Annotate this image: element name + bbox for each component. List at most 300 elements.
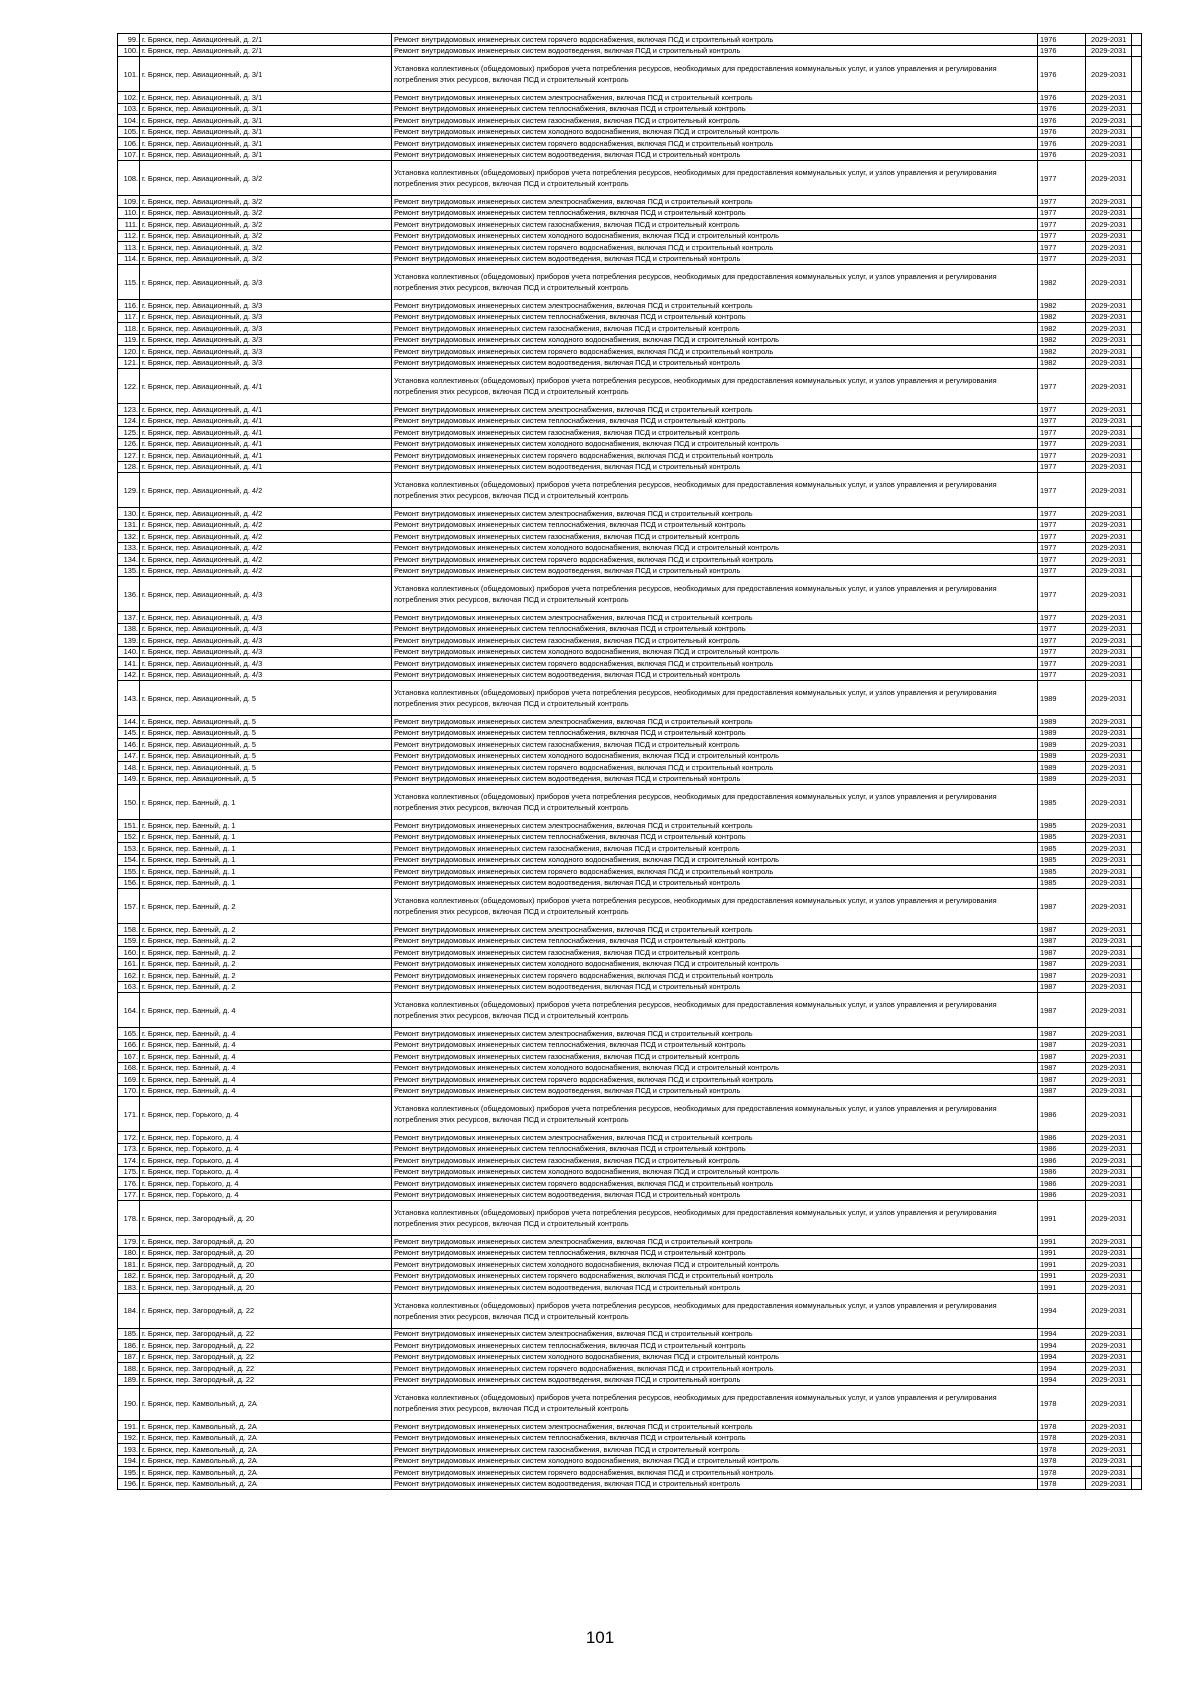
row-year: 1977 [1038, 473, 1086, 508]
row-period: 2029-2031 [1086, 1039, 1132, 1051]
row-period: 2029-2031 [1086, 438, 1132, 450]
table-row [118, 450, 1142, 462]
table-row [118, 1259, 1142, 1271]
row-period: 2029-2031 [1086, 877, 1132, 889]
table-row [118, 311, 1142, 323]
row-year: 1991 [1038, 1201, 1086, 1236]
row-blank-cell [1132, 1201, 1142, 1236]
table-row [118, 57, 1142, 92]
row-work-type: Ремонт внутридомовых инженерных систем газоснабжения, включая ПСД и строительный контроль [392, 1444, 1038, 1456]
row-year: 1982 [1038, 300, 1086, 312]
row-work-type: Установка коллективных (общедомовых) приборов учета потребления ресурсов, необходимых для предоставления коммунальных услуг, и узлов управления и регулирования потребления этих ресурсов, включая ПСД и строительный контроль [392, 681, 1038, 716]
row-work-type: Ремонт внутридомовых инженерных систем горячего водоснабжения, включая ПСД и строительный контроль [392, 346, 1038, 358]
row-period: 2029-2031 [1086, 1143, 1132, 1155]
row-work-type: Ремонт внутридомовых инженерных систем горячего водоснабжения, включая ПСД и строительный контроль [392, 762, 1038, 774]
row-work-type: Ремонт внутридомовых инженерных систем водоотведения, включая ПСД и строительный контроль [392, 773, 1038, 785]
row-year: 1985 [1038, 854, 1086, 866]
table-row [118, 1293, 1142, 1328]
row-work-type: Ремонт внутридомовых инженерных систем теплоснабжения, включая ПСД и строительный контроль [392, 935, 1038, 947]
row-address: г. Брянск, пер. Банный, д. 1 [140, 866, 392, 878]
table-row [118, 669, 1142, 681]
row-year: 1989 [1038, 773, 1086, 785]
row-period: 2029-2031 [1086, 311, 1132, 323]
row-number: 124. [118, 415, 140, 427]
row-number: 105. [118, 126, 140, 138]
row-blank-cell [1132, 115, 1142, 127]
row-number: 172. [118, 1132, 140, 1144]
row-address: г. Брянск, пер. Авиационный, д. 3/2 [140, 242, 392, 254]
row-year: 1991 [1038, 1247, 1086, 1259]
row-period: 2029-2031 [1086, 577, 1132, 612]
row-number: 149. [118, 773, 140, 785]
row-period: 2029-2031 [1086, 750, 1132, 762]
row-address: г. Брянск, пер. Авиационный, д. 3/3 [140, 334, 392, 346]
row-address: г. Брянск, пер. Авиационный, д. 3/1 [140, 92, 392, 104]
row-period: 2029-2031 [1086, 1189, 1132, 1201]
row-blank-cell [1132, 716, 1142, 728]
row-period: 2029-2031 [1086, 1178, 1132, 1190]
table-row [118, 658, 1142, 670]
row-blank-cell [1132, 196, 1142, 208]
row-year: 1977 [1038, 404, 1086, 416]
row-year: 1978 [1038, 1467, 1086, 1479]
row-number: 192. [118, 1432, 140, 1444]
row-period: 2029-2031 [1086, 300, 1132, 312]
row-blank-cell [1132, 149, 1142, 161]
row-number: 119. [118, 334, 140, 346]
row-number: 141. [118, 658, 140, 670]
row-work-type: Ремонт внутридомовых инженерных систем водоотведения, включая ПСД и строительный контроль [392, 669, 1038, 681]
row-year: 1991 [1038, 1270, 1086, 1282]
row-address: г. Брянск, пер. Загородный, д. 20 [140, 1247, 392, 1259]
row-work-type: Ремонт внутридомовых инженерных систем горячего водоснабжения, включая ПСД и строительный контроль [392, 242, 1038, 254]
row-work-type: Ремонт внутридомовых инженерных систем горячего водоснабжения, включая ПСД и строительный контроль [392, 138, 1038, 150]
row-address: г. Брянск, пер. Авиационный, д. 4/3 [140, 669, 392, 681]
row-year: 1987 [1038, 947, 1086, 959]
row-period: 2029-2031 [1086, 346, 1132, 358]
row-address: г. Брянск, пер. Авиационный, д. 5 [140, 727, 392, 739]
row-blank-cell [1132, 924, 1142, 936]
row-address: г. Брянск, пер. Загородный, д. 22 [140, 1293, 392, 1328]
row-number: 104. [118, 115, 140, 127]
table-row [118, 1189, 1142, 1201]
row-blank-cell [1132, 1259, 1142, 1271]
row-work-type: Ремонт внутридомовых инженерных систем электроснабжения, включая ПСД и строительный контроль [392, 1132, 1038, 1144]
table-row [118, 612, 1142, 624]
row-address: г. Брянск, пер. Банный, д. 4 [140, 1074, 392, 1086]
row-address: г. Брянск, пер. Банный, д. 4 [140, 1051, 392, 1063]
row-work-type: Ремонт внутридомовых инженерных систем водоотведения, включая ПСД и строительный контроль [392, 461, 1038, 473]
row-blank-cell [1132, 1039, 1142, 1051]
row-work-type: Ремонт внутридомовых инженерных систем электроснабжения, включая ПСД и строительный контроль [392, 1328, 1038, 1340]
row-year: 1987 [1038, 970, 1086, 982]
row-work-type: Ремонт внутридомовых инженерных систем холодного водоснабжения, включая ПСД и строительный контроль [392, 958, 1038, 970]
row-period: 2029-2031 [1086, 1097, 1132, 1132]
row-work-type: Установка коллективных (общедомовых) приборов учета потребления ресурсов, необходимых для предоставления коммунальных услуг, и узлов управления и регулирования потребления этих ресурсов, включая ПСД и строительный контроль [392, 1201, 1038, 1236]
row-number: 133. [118, 542, 140, 554]
row-period: 2029-2031 [1086, 542, 1132, 554]
row-blank-cell [1132, 958, 1142, 970]
row-number: 134. [118, 554, 140, 566]
row-period: 2029-2031 [1086, 958, 1132, 970]
row-blank-cell [1132, 1282, 1142, 1294]
row-work-type: Ремонт внутридомовых инженерных систем электроснабжения, включая ПСД и строительный контроль [392, 1421, 1038, 1433]
table-row [118, 1328, 1142, 1340]
table-row [118, 115, 1142, 127]
row-year: 1978 [1038, 1478, 1086, 1490]
row-blank-cell [1132, 1444, 1142, 1456]
row-work-type: Ремонт внутридомовых инженерных систем электроснабжения, включая ПСД и строительный контроль [392, 404, 1038, 416]
row-year: 1985 [1038, 785, 1086, 820]
row-work-type: Ремонт внутридомовых инженерных систем горячего водоснабжения, включая ПСД и строительный контроль [392, 450, 1038, 462]
row-work-type: Установка коллективных (общедомовых) приборов учета потребления ресурсов, необходимых для предоставления коммунальных услуг, и узлов управления и регулирования потребления этих ресурсов, включая ПСД и строительный контроль [392, 889, 1038, 924]
row-blank-cell [1132, 1132, 1142, 1144]
row-address: г. Брянск, пер. Загородный, д. 20 [140, 1270, 392, 1282]
row-address: г. Брянск, пер. Авиационный, д. 3/1 [140, 138, 392, 150]
row-number: 193. [118, 1444, 140, 1456]
row-address: г. Брянск, пер. Авиационный, д. 3/2 [140, 161, 392, 196]
row-period: 2029-2031 [1086, 404, 1132, 416]
row-number: 138. [118, 623, 140, 635]
row-year: 1985 [1038, 877, 1086, 889]
row-work-type: Ремонт внутридомовых инженерных систем горячего водоснабжения, включая ПСД и строительный контроль [392, 658, 1038, 670]
table-row [118, 773, 1142, 785]
row-year: 1976 [1038, 138, 1086, 150]
row-number: 132. [118, 531, 140, 543]
row-period: 2029-2031 [1086, 1293, 1132, 1328]
table-row [118, 854, 1142, 866]
row-address: г. Брянск, пер. Авиационный, д. 5 [140, 773, 392, 785]
table-row [118, 196, 1142, 208]
row-year: 1985 [1038, 866, 1086, 878]
row-work-type: Ремонт внутридомовых инженерных систем холодного водоснабжения, включая ПСД и строительный контроль [392, 750, 1038, 762]
table-row [118, 947, 1142, 959]
row-work-type: Ремонт внутридомовых инженерных систем теплоснабжения, включая ПСД и строительный контроль [392, 207, 1038, 219]
row-address: г. Брянск, пер. Авиационный, д. 5 [140, 681, 392, 716]
table-row [118, 1374, 1142, 1386]
row-address: г. Брянск, пер. Горького, д. 4 [140, 1166, 392, 1178]
row-address: г. Брянск, пер. Авиационный, д. 5 [140, 739, 392, 751]
row-number: 122. [118, 369, 140, 404]
row-blank-cell [1132, 935, 1142, 947]
table-row [118, 1178, 1142, 1190]
row-work-type: Ремонт внутридомовых инженерных систем водоотведения, включая ПСД и строительный контроль [392, 1478, 1038, 1490]
row-blank-cell [1132, 1455, 1142, 1467]
row-work-type: Ремонт внутридомовых инженерных систем холодного водоснабжения, включая ПСД и строительный контроль [392, 1351, 1038, 1363]
table-row [118, 1143, 1142, 1155]
row-period: 2029-2031 [1086, 1085, 1132, 1097]
row-year: 1977 [1038, 415, 1086, 427]
row-blank-cell [1132, 334, 1142, 346]
row-address: г. Брянск, пер. Авиационный, д. 3/3 [140, 265, 392, 300]
table-row [118, 438, 1142, 450]
row-work-type: Ремонт внутридомовых инженерных систем холодного водоснабжения, включая ПСД и строительный контроль [392, 1166, 1038, 1178]
table-row [118, 1132, 1142, 1144]
row-number: 100. [118, 45, 140, 57]
row-address: г. Брянск, пер. Камвольный, д. 2А [140, 1432, 392, 1444]
row-blank-cell [1132, 981, 1142, 993]
row-blank-cell [1132, 242, 1142, 254]
row-blank-cell [1132, 1363, 1142, 1375]
row-year: 1976 [1038, 45, 1086, 57]
row-work-type: Ремонт внутридомовых инженерных систем водоотведения, включая ПСД и строительный контроль [392, 1189, 1038, 1201]
row-period: 2029-2031 [1086, 1259, 1132, 1271]
table-row [118, 357, 1142, 369]
table-row [118, 739, 1142, 751]
row-number: 166. [118, 1039, 140, 1051]
row-number: 150. [118, 785, 140, 820]
row-number: 183. [118, 1282, 140, 1294]
row-number: 151. [118, 820, 140, 832]
row-number: 129. [118, 473, 140, 508]
row-year: 1987 [1038, 1051, 1086, 1063]
row-number: 142. [118, 669, 140, 681]
row-address: г. Брянск, пер. Авиационный, д. 4/3 [140, 623, 392, 635]
row-period: 2029-2031 [1086, 1236, 1132, 1248]
table-row [118, 1097, 1142, 1132]
row-number: 188. [118, 1363, 140, 1375]
row-period: 2029-2031 [1086, 623, 1132, 635]
row-work-type: Ремонт внутридомовых инженерных систем теплоснабжения, включая ПСД и строительный контроль [392, 623, 1038, 635]
row-period: 2029-2031 [1086, 1444, 1132, 1456]
row-year: 1977 [1038, 253, 1086, 265]
row-blank-cell [1132, 461, 1142, 473]
row-year: 1977 [1038, 542, 1086, 554]
row-work-type: Ремонт внутридомовых инженерных систем электроснабжения, включая ПСД и строительный контроль [392, 508, 1038, 520]
row-work-type: Ремонт внутридомовых инженерных систем газоснабжения, включая ПСД и строительный контроль [392, 323, 1038, 335]
row-year: 1977 [1038, 635, 1086, 647]
row-year: 1976 [1038, 57, 1086, 92]
row-address: г. Брянск, пер. Авиационный, д. 4/3 [140, 646, 392, 658]
row-blank-cell [1132, 1270, 1142, 1282]
row-number: 164. [118, 993, 140, 1028]
row-year: 1978 [1038, 1432, 1086, 1444]
row-number: 175. [118, 1166, 140, 1178]
row-number: 163. [118, 981, 140, 993]
row-address: г. Брянск, пер. Авиационный, д. 4/2 [140, 531, 392, 543]
row-address: г. Брянск, пер. Загородный, д. 20 [140, 1259, 392, 1271]
row-period: 2029-2031 [1086, 1467, 1132, 1479]
row-number: 148. [118, 762, 140, 774]
row-number: 156. [118, 877, 140, 889]
row-address: г. Брянск, пер. Банный, д. 4 [140, 1039, 392, 1051]
row-work-type: Ремонт внутридомовых инженерных систем холодного водоснабжения, включая ПСД и строительный контроль [392, 646, 1038, 658]
row-blank-cell [1132, 1351, 1142, 1363]
row-blank-cell [1132, 681, 1142, 716]
row-number: 108. [118, 161, 140, 196]
row-year: 1986 [1038, 1155, 1086, 1167]
row-year: 1976 [1038, 126, 1086, 138]
row-address: г. Брянск, пер. Авиационный, д. 5 [140, 716, 392, 728]
table-row [118, 1236, 1142, 1248]
row-year: 1978 [1038, 1444, 1086, 1456]
row-period: 2029-2031 [1086, 427, 1132, 439]
row-work-type: Ремонт внутридомовых инженерных систем горячего водоснабжения, включая ПСД и строительный контроль [392, 1178, 1038, 1190]
row-blank-cell [1132, 346, 1142, 358]
row-blank-cell [1132, 369, 1142, 404]
row-period: 2029-2031 [1086, 1028, 1132, 1040]
row-number: 173. [118, 1143, 140, 1155]
row-work-type: Ремонт внутридомовых инженерных систем горячего водоснабжения, включая ПСД и строительный контроль [392, 1467, 1038, 1479]
row-blank-cell [1132, 1085, 1142, 1097]
row-period: 2029-2031 [1086, 1386, 1132, 1421]
row-year: 1977 [1038, 196, 1086, 208]
table-row [118, 981, 1142, 993]
row-number: 131. [118, 519, 140, 531]
row-period: 2029-2031 [1086, 554, 1132, 566]
row-year: 1994 [1038, 1351, 1086, 1363]
row-year: 1977 [1038, 450, 1086, 462]
row-work-type: Ремонт внутридомовых инженерных систем водоотведения, включая ПСД и строительный контроль [392, 1282, 1038, 1294]
row-period: 2029-2031 [1086, 1340, 1132, 1352]
row-work-type: Ремонт внутридомовых инженерных систем холодного водоснабжения, включая ПСД и строительный контроль [392, 1259, 1038, 1271]
row-address: г. Брянск, пер. Камвольный, д. 2А [140, 1444, 392, 1456]
table-row [118, 635, 1142, 647]
row-blank-cell [1132, 1340, 1142, 1352]
row-blank-cell [1132, 773, 1142, 785]
table-row [118, 531, 1142, 543]
row-period: 2029-2031 [1086, 889, 1132, 924]
table-row [118, 1155, 1142, 1167]
row-number: 155. [118, 866, 140, 878]
row-blank-cell [1132, 1143, 1142, 1155]
row-blank-cell [1132, 1386, 1142, 1421]
row-address: г. Брянск, пер. Авиационный, д. 5 [140, 750, 392, 762]
row-work-type: Ремонт внутридомовых инженерных систем водоотведения, включая ПСД и строительный контроль [392, 1085, 1038, 1097]
table-row [118, 924, 1142, 936]
row-blank-cell [1132, 323, 1142, 335]
table-row [118, 242, 1142, 254]
row-blank-cell [1132, 161, 1142, 196]
row-year: 1989 [1038, 750, 1086, 762]
table-row [118, 415, 1142, 427]
row-address: г. Брянск, пер. Авиационный, д. 4/1 [140, 450, 392, 462]
table-row [118, 681, 1142, 716]
row-work-type: Ремонт внутридомовых инженерных систем теплоснабжения, включая ПСД и строительный контроль [392, 519, 1038, 531]
row-blank-cell [1132, 230, 1142, 242]
row-number: 159. [118, 935, 140, 947]
row-number: 189. [118, 1374, 140, 1386]
row-address: г. Брянск, пер. Камвольный, д. 2А [140, 1455, 392, 1467]
row-address: г. Брянск, пер. Авиационный, д. 4/2 [140, 473, 392, 508]
row-year: 1977 [1038, 658, 1086, 670]
row-number: 114. [118, 253, 140, 265]
table-row [118, 1201, 1142, 1236]
table-row [118, 877, 1142, 889]
row-blank-cell [1132, 1028, 1142, 1040]
row-period: 2029-2031 [1086, 57, 1132, 92]
row-address: г. Брянск, пер. Банный, д. 1 [140, 831, 392, 843]
row-address: г. Брянск, пер. Загородный, д. 22 [140, 1351, 392, 1363]
row-period: 2029-2031 [1086, 531, 1132, 543]
row-address: г. Брянск, пер. Авиационный, д. 3/1 [140, 115, 392, 127]
row-year: 1977 [1038, 519, 1086, 531]
row-blank-cell [1132, 970, 1142, 982]
row-period: 2029-2031 [1086, 1421, 1132, 1433]
row-period: 2029-2031 [1086, 519, 1132, 531]
row-number: 121. [118, 357, 140, 369]
row-work-type: Ремонт внутридомовых инженерных систем теплоснабжения, включая ПСД и строительный контроль [392, 415, 1038, 427]
row-period: 2029-2031 [1086, 1155, 1132, 1167]
row-address: г. Брянск, пер. Авиационный, д. 4/2 [140, 508, 392, 520]
row-work-type: Ремонт внутридомовых инженерных систем газоснабжения, включая ПСД и строительный контроль [392, 843, 1038, 855]
row-work-type: Ремонт внутридомовых инженерных систем газоснабжения, включая ПСД и строительный контроль [392, 1155, 1038, 1167]
row-blank-cell [1132, 646, 1142, 658]
table-row [118, 323, 1142, 335]
row-year: 1977 [1038, 369, 1086, 404]
row-blank-cell [1132, 103, 1142, 115]
row-number: 160. [118, 947, 140, 959]
row-period: 2029-2031 [1086, 323, 1132, 335]
table-row [118, 1074, 1142, 1086]
row-number: 194. [118, 1455, 140, 1467]
row-address: г. Брянск, пер. Авиационный, д. 3/3 [140, 311, 392, 323]
row-year: 1977 [1038, 230, 1086, 242]
table-row [118, 149, 1142, 161]
row-blank-cell [1132, 1236, 1142, 1248]
row-address: г. Брянск, пер. Загородный, д. 20 [140, 1201, 392, 1236]
row-period: 2029-2031 [1086, 265, 1132, 300]
row-blank-cell [1132, 126, 1142, 138]
table-row [118, 1478, 1142, 1490]
row-period: 2029-2031 [1086, 935, 1132, 947]
row-blank-cell [1132, 34, 1142, 46]
row-address: г. Брянск, пер. Авиационный, д. 3/2 [140, 219, 392, 231]
row-number: 178. [118, 1201, 140, 1236]
row-blank-cell [1132, 438, 1142, 450]
table-row [118, 508, 1142, 520]
row-blank-cell [1132, 207, 1142, 219]
row-work-type: Ремонт внутридомовых инженерных систем холодного водоснабжения, включая ПСД и строительный контроль [392, 230, 1038, 242]
table-row [118, 762, 1142, 774]
row-work-type: Установка коллективных (общедомовых) приборов учета потребления ресурсов, необходимых для предоставления коммунальных услуг, и узлов управления и регулирования потребления этих ресурсов, включая ПСД и строительный контроль [392, 473, 1038, 508]
table-row [118, 1051, 1142, 1063]
table-row [118, 404, 1142, 416]
row-period: 2029-2031 [1086, 34, 1132, 46]
row-address: г. Брянск, пер. Банный, д. 2 [140, 924, 392, 936]
row-work-type: Установка коллективных (общедомовых) приборов учета потребления ресурсов, необходимых для предоставления коммунальных услуг, и узлов управления и регулирования потребления этих ресурсов, включая ПСД и строительный контроль [392, 1386, 1038, 1421]
row-address: г. Брянск, пер. Авиационный, д. 3/1 [140, 126, 392, 138]
row-year: 1989 [1038, 681, 1086, 716]
row-number: 184. [118, 1293, 140, 1328]
table-row [118, 1421, 1142, 1433]
row-address: г. Брянск, пер. Горького, д. 4 [140, 1143, 392, 1155]
row-period: 2029-2031 [1086, 924, 1132, 936]
row-year: 1994 [1038, 1363, 1086, 1375]
row-period: 2029-2031 [1086, 669, 1132, 681]
row-address: г. Брянск, пер. Банный, д. 2 [140, 889, 392, 924]
row-year: 1986 [1038, 1166, 1086, 1178]
row-year: 1987 [1038, 1039, 1086, 1051]
row-address: г. Брянск, пер. Авиационный, д. 4/3 [140, 577, 392, 612]
row-blank-cell [1132, 219, 1142, 231]
row-period: 2029-2031 [1086, 1478, 1132, 1490]
row-address: г. Брянск, пер. Авиационный, д. 3/2 [140, 230, 392, 242]
row-address: г. Брянск, пер. Авиационный, д. 3/3 [140, 300, 392, 312]
row-blank-cell [1132, 1421, 1142, 1433]
row-period: 2029-2031 [1086, 1132, 1132, 1144]
row-period: 2029-2031 [1086, 1166, 1132, 1178]
table-row [118, 346, 1142, 358]
row-period: 2029-2031 [1086, 1374, 1132, 1386]
table-row [118, 1444, 1142, 1456]
row-period: 2029-2031 [1086, 843, 1132, 855]
row-work-type: Ремонт внутридомовых инженерных систем газоснабжения, включая ПСД и строительный контроль [392, 947, 1038, 959]
row-year: 1976 [1038, 92, 1086, 104]
row-blank-cell [1132, 1328, 1142, 1340]
row-year: 1985 [1038, 831, 1086, 843]
row-blank-cell [1132, 866, 1142, 878]
